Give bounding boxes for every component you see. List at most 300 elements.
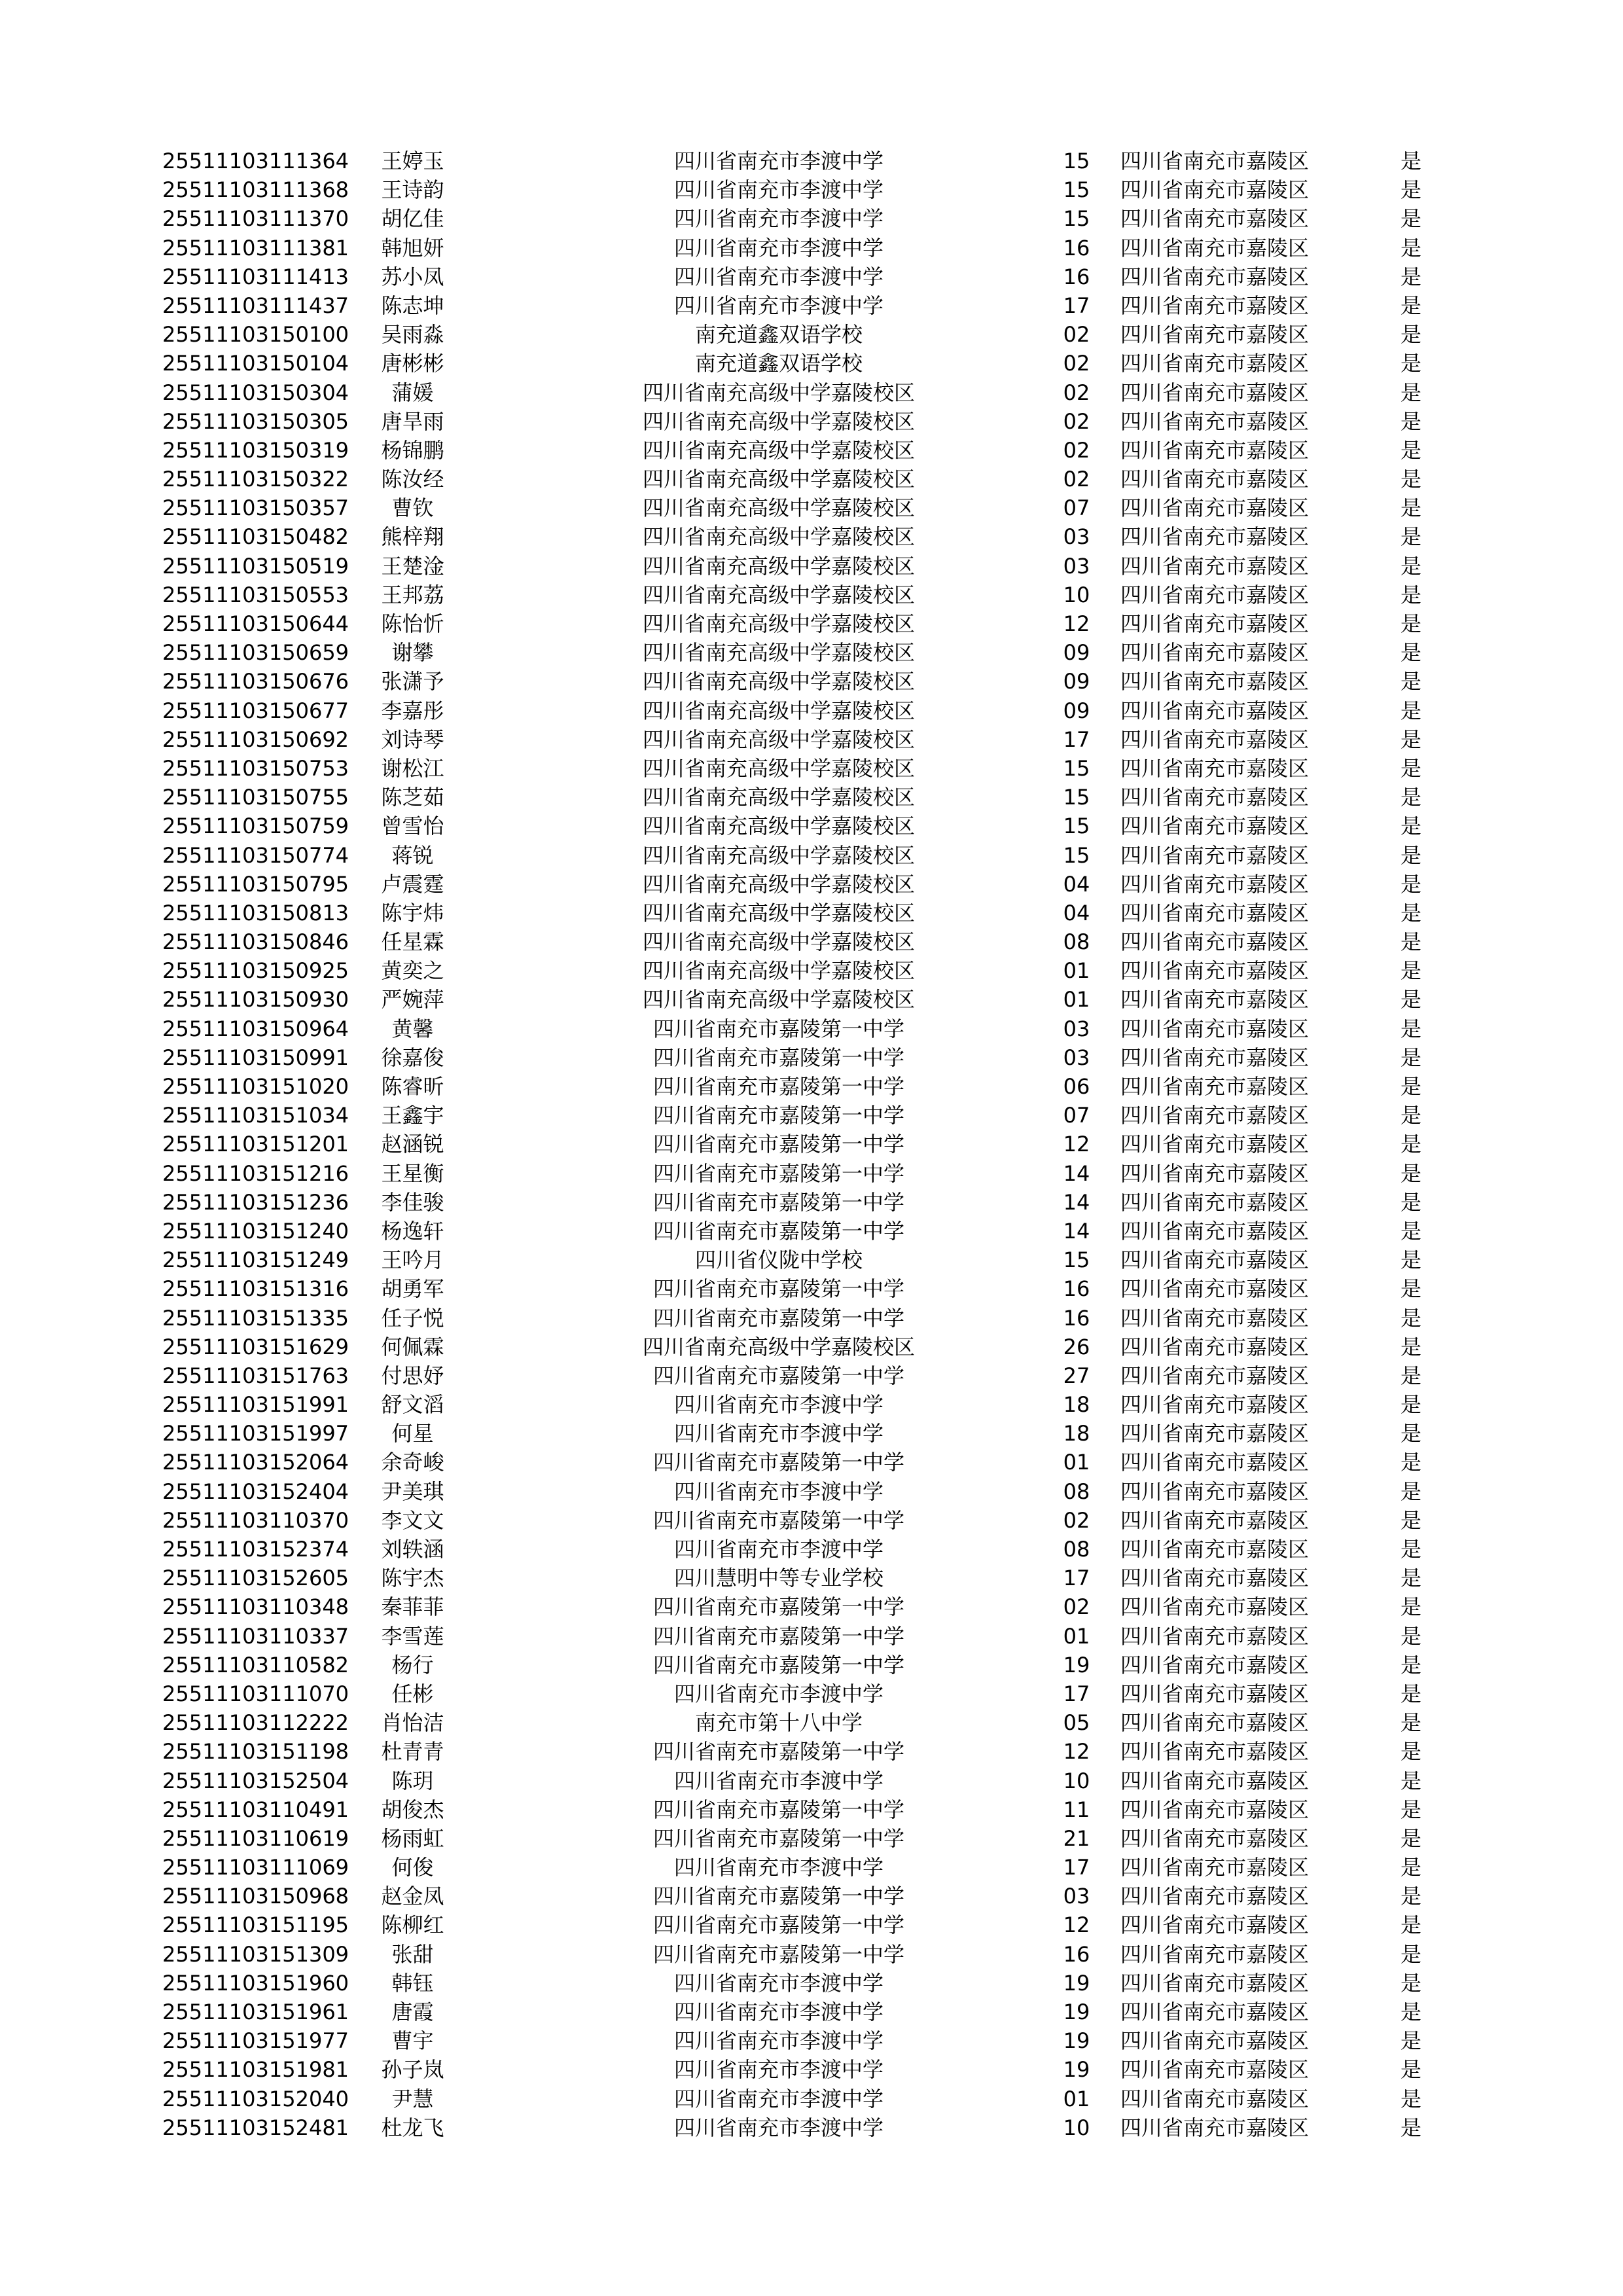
region-cell: 四川省南充市嘉陵区 [1120,1855,1310,1880]
student-name-cell: 任星霖 [381,929,444,955]
grade-cell: 06 [1063,1074,1090,1099]
student-id-cell: 25511103151991 [162,1392,349,1418]
student-name-cell: 赵涵锐 [381,1132,444,1157]
region-cell: 四川省南充市嘉陵区 [1120,177,1310,203]
student-name-cell: 李佳骏 [381,1189,444,1215]
student-id-cell: 25511103110582 [162,1652,349,1677]
school-cell: 四川省南充市嘉陵第一中学 [652,1884,904,1909]
region-cell: 四川省南充市嘉陵区 [1120,1247,1310,1273]
student-name-cell: 黄馨 [391,1016,434,1041]
student-id-cell: 25511103151961 [162,2000,349,2024]
region-cell: 四川省南充市嘉陵区 [1120,1797,1310,1822]
grade-cell: 03 [1063,524,1090,550]
school-cell: 四川省南充高级中学嘉陵校区 [642,900,915,925]
flag-cell: 是 [1400,380,1422,405]
flag-cell: 是 [1400,987,1422,1013]
table-row [0,1101,1623,1130]
region-cell: 四川省南充市嘉陵区 [1120,2115,1310,2140]
school-cell: 四川省南充市嘉陵第一中学 [652,1305,904,1331]
flag-cell: 是 [1400,2086,1422,2111]
grade-cell: 09 [1063,698,1090,723]
region-cell: 四川省南充市嘉陵区 [1120,1768,1310,1793]
table-row [0,1651,1623,1679]
region-cell: 四川省南充市嘉陵区 [1120,1421,1310,1446]
region-cell: 四川省南充市嘉陵区 [1120,842,1310,868]
region-cell: 四川省南充市嘉陵区 [1120,2086,1310,2111]
student-id-cell: 25511103152040 [162,2086,349,2111]
table-row [0,1072,1623,1101]
grade-cell: 02 [1063,467,1090,492]
student-name-cell: 何星 [391,1421,434,1446]
student-name-cell: 王诗韵 [381,177,444,203]
student-name-cell: 杨逸轩 [381,1218,444,1244]
table-row [0,493,1623,522]
region-cell: 四川省南充市嘉陵区 [1120,467,1310,492]
school-cell: 四川省南充市嘉陵第一中学 [652,1594,904,1620]
student-id-cell: 25511103150968 [162,1884,349,1909]
flag-cell: 是 [1400,437,1422,463]
grade-cell: 15 [1063,206,1090,232]
grade-cell: 14 [1063,1160,1090,1186]
school-cell: 四川省南充高级中学嘉陵校区 [642,929,915,955]
table-row [0,2113,1623,2142]
flag-cell: 是 [1400,1045,1422,1070]
student-id-cell: 25511103112222 [162,1710,349,1736]
school-cell: 四川省南充市嘉陵第一中学 [652,1652,904,1677]
student-name-cell: 唐旱雨 [381,408,444,434]
table-row [0,1333,1623,1361]
school-cell: 四川省南充市李渡中学 [673,235,883,260]
grade-cell: 08 [1063,929,1090,955]
region-cell: 四川省南充市嘉陵区 [1120,495,1310,521]
table-row [0,1390,1623,1419]
grade-cell: 14 [1063,1218,1090,1244]
region-cell: 四川省南充市嘉陵区 [1120,1652,1310,1677]
school-cell: 南充道鑫双语学校 [694,322,863,348]
school-cell: 四川省南充高级中学嘉陵校区 [642,524,915,550]
table-row [0,1535,1623,1564]
region-cell: 四川省南充市嘉陵区 [1120,1160,1310,1186]
student-name-cell: 任彬 [391,1681,434,1706]
region-cell: 四川省南充市嘉陵区 [1120,380,1310,405]
school-cell: 四川慧明中等专业学校 [673,1566,883,1591]
school-cell: 四川省南充市嘉陵第一中学 [652,1797,904,1822]
document-table [0,147,1623,2142]
flag-cell: 是 [1400,900,1422,925]
school-cell: 四川省南充高级中学嘉陵校区 [642,785,915,810]
school-cell: 四川省南充市嘉陵第一中学 [652,1016,904,1041]
student-id-cell: 25511103110348 [162,1594,349,1620]
student-id-cell: 25511103111070 [162,1681,349,1706]
student-id-cell: 25511103151240 [162,1218,349,1244]
student-id-cell: 25511103151034 [162,1103,349,1128]
flag-cell: 是 [1400,1912,1422,1938]
grade-cell: 01 [1063,958,1090,984]
grade-cell: 17 [1063,1566,1090,1591]
table-row [0,378,1623,407]
region-cell: 四川省南充市嘉陵区 [1120,1132,1310,1157]
region-cell: 四川省南充市嘉陵区 [1120,437,1310,463]
student-name-cell: 尹慧 [391,2086,434,2111]
table-row [0,1188,1623,1217]
grade-cell: 01 [1063,1623,1090,1649]
student-id-cell: 25511103151195 [162,1912,349,1938]
student-name-cell: 赵金凤 [381,1884,444,1909]
flag-cell: 是 [1400,1132,1422,1157]
table-row [0,841,1623,870]
student-name-cell: 张甜 [391,1941,434,1967]
student-name-cell: 韩旭妍 [381,235,444,260]
school-cell: 四川省南充高级中学嘉陵校区 [642,1334,915,1359]
student-name-cell: 陈宇杰 [381,1566,444,1591]
flag-cell: 是 [1400,322,1422,348]
table-row [0,1014,1623,1043]
region-cell: 四川省南充市嘉陵区 [1120,1566,1310,1591]
region-cell: 四川省南充市嘉陵区 [1120,1363,1310,1388]
table-row [0,1130,1623,1158]
table-row [0,1969,1623,1998]
grade-cell: 10 [1063,582,1090,607]
student-id-cell: 25511103152504 [162,1768,349,1793]
school-cell: 四川省南充市李渡中学 [673,2086,883,2111]
flag-cell: 是 [1400,206,1422,232]
student-name-cell: 卢震霆 [381,871,444,897]
flag-cell: 是 [1400,1652,1422,1677]
flag-cell: 是 [1400,1739,1422,1765]
region-cell: 四川省南充市嘉陵区 [1120,987,1310,1013]
flag-cell: 是 [1400,611,1422,636]
student-id-cell: 25511103150692 [162,726,349,752]
grade-cell: 09 [1063,640,1090,666]
region-cell: 四川省南充市嘉陵区 [1120,726,1310,752]
region-cell: 四川省南充市嘉陵区 [1120,1305,1310,1331]
school-cell: 四川省南充市嘉陵第一中学 [652,1450,904,1475]
region-cell: 四川省南充市嘉陵区 [1120,1912,1310,1938]
school-cell: 四川省南充市李渡中学 [673,2057,883,2083]
table-row [0,2026,1623,2055]
flag-cell: 是 [1400,582,1422,607]
flag-cell: 是 [1400,842,1422,868]
table-row [0,1998,1623,2026]
table-row [0,291,1623,320]
student-id-cell: 25511103150755 [162,785,349,810]
student-id-cell: 25511103150964 [162,1016,349,1041]
student-name-cell: 胡勇军 [381,1276,444,1302]
school-cell: 四川省南充高级中学嘉陵校区 [642,611,915,636]
student-name-cell: 陈怡忻 [381,611,444,636]
table-row [0,1795,1623,1824]
student-id-cell: 25511103150925 [162,958,349,984]
student-id-cell: 25511103152481 [162,2115,349,2140]
flag-cell: 是 [1400,640,1422,666]
table-row [0,609,1623,638]
student-name-cell: 曾雪怡 [381,814,444,839]
student-id-cell: 25511103150676 [162,669,349,694]
student-name-cell: 尹美琪 [381,1479,444,1504]
student-name-cell: 杜龙飞 [381,2115,444,2140]
student-id-cell: 25511103152605 [162,1566,349,1591]
student-id-cell: 25511103150305 [162,408,349,434]
grade-cell: 02 [1063,351,1090,376]
student-id-cell: 25511103151201 [162,1132,349,1157]
region-cell: 四川省南充市嘉陵区 [1120,900,1310,925]
school-cell: 四川省南充高级中学嘉陵校区 [642,871,915,897]
region-cell: 四川省南充市嘉陵区 [1120,755,1310,781]
flag-cell: 是 [1400,669,1422,694]
grade-cell: 16 [1063,264,1090,289]
student-name-cell: 吴雨淼 [381,322,444,348]
flag-cell: 是 [1400,1855,1422,1880]
school-cell: 四川省南充市李渡中学 [673,1392,883,1418]
student-id-cell: 25511103111381 [162,235,349,260]
table-row [0,2055,1623,2084]
student-id-cell: 25511103150482 [162,524,349,550]
region-cell: 四川省南充市嘉陵区 [1120,351,1310,376]
flag-cell: 是 [1400,1189,1422,1215]
table-row [0,812,1623,840]
grade-cell: 17 [1063,726,1090,752]
flag-cell: 是 [1400,2057,1422,2083]
flag-cell: 是 [1400,814,1422,839]
region-cell: 四川省南充市嘉陵区 [1120,235,1310,260]
region-cell: 四川省南充市嘉陵区 [1120,1825,1310,1851]
student-name-cell: 王婷玉 [381,149,444,173]
table-row [0,436,1623,465]
student-id-cell: 25511103150357 [162,495,349,521]
school-cell: 四川省南充高级中学嘉陵校区 [642,755,915,781]
table-row [0,783,1623,812]
grade-cell: 16 [1063,1276,1090,1302]
flag-cell: 是 [1400,1392,1422,1418]
region-cell: 四川省南充市嘉陵区 [1120,785,1310,810]
flag-cell: 是 [1400,1768,1422,1793]
student-name-cell: 陈柳红 [381,1912,444,1938]
flag-cell: 是 [1400,2000,1422,2024]
grade-cell: 16 [1063,235,1090,260]
student-id-cell: 25511103150795 [162,871,349,897]
school-cell: 四川省南充市李渡中学 [673,1537,883,1562]
table-row [0,175,1623,204]
flag-cell: 是 [1400,1623,1422,1649]
student-id-cell: 25511103152374 [162,1537,349,1562]
student-id-cell: 25511103151960 [162,1970,349,1996]
grade-cell: 02 [1063,437,1090,463]
flag-cell: 是 [1400,1103,1422,1128]
student-id-cell: 25511103151335 [162,1305,349,1331]
region-cell: 四川省南充市嘉陵区 [1120,1392,1310,1418]
student-id-cell: 25511103150753 [162,755,349,781]
flag-cell: 是 [1400,1074,1422,1099]
school-cell: 四川省南充市嘉陵第一中学 [652,1103,904,1128]
school-cell: 四川省南充市李渡中学 [673,2028,883,2054]
region-cell: 四川省南充市嘉陵区 [1120,871,1310,897]
grade-cell: 19 [1063,1652,1090,1677]
grade-cell: 04 [1063,900,1090,925]
school-cell: 四川省南充市李渡中学 [673,1479,883,1504]
table-row [0,1853,1623,1882]
school-cell: 四川省南充市嘉陵第一中学 [652,1160,904,1186]
region-cell: 四川省南充市嘉陵区 [1120,1045,1310,1070]
grade-cell: 09 [1063,669,1090,694]
flag-cell: 是 [1400,1276,1422,1302]
flag-cell: 是 [1400,1566,1422,1591]
grade-cell: 18 [1063,1421,1090,1446]
student-name-cell: 王鑫宇 [381,1103,444,1128]
school-cell: 四川省南充市嘉陵第一中学 [652,1132,904,1157]
table-row [0,1217,1623,1246]
student-name-cell: 孙子岚 [381,2057,444,2083]
region-cell: 四川省南充市嘉陵区 [1120,2057,1310,2083]
flag-cell: 是 [1400,1363,1422,1388]
region-cell: 四川省南充市嘉陵区 [1120,1884,1310,1909]
flag-cell: 是 [1400,726,1422,752]
flag-cell: 是 [1400,1884,1422,1909]
grade-cell: 17 [1063,1855,1090,1880]
grade-cell: 16 [1063,1305,1090,1331]
region-cell: 四川省南充市嘉陵区 [1120,1189,1310,1215]
student-id-cell: 25511103110370 [162,1507,349,1533]
table-row [0,204,1623,233]
student-name-cell: 陈汝经 [381,467,444,492]
student-id-cell: 25511103150100 [162,322,349,348]
grade-cell: 02 [1063,408,1090,434]
flag-cell: 是 [1400,1305,1422,1331]
student-name-cell: 韩钰 [391,1970,434,1996]
flag-cell: 是 [1400,149,1422,173]
grade-cell: 11 [1063,1797,1090,1822]
table-row [0,725,1623,754]
student-id-cell: 25511103111069 [162,1855,349,1880]
flag-cell: 是 [1400,1247,1422,1273]
school-cell: 四川省南充市李渡中学 [673,149,883,173]
school-cell: 四川省南充市嘉陵第一中学 [652,1074,904,1099]
student-id-cell: 25511103150304 [162,380,349,405]
student-id-cell: 25511103151249 [162,1247,349,1273]
school-cell: 四川省南充市李渡中学 [673,1855,883,1880]
school-cell: 四川省南充高级中学嘉陵校区 [642,958,915,984]
grade-cell: 02 [1063,322,1090,348]
student-id-cell: 25511103150813 [162,900,349,925]
region-cell: 四川省南充市嘉陵区 [1120,1941,1310,1967]
student-id-cell: 25511103150519 [162,553,349,579]
student-name-cell: 苏小凤 [381,264,444,289]
table-row [0,147,1623,175]
school-cell: 南充道鑫双语学校 [694,351,863,376]
table-row [0,1304,1623,1333]
region-cell: 四川省南充市嘉陵区 [1120,293,1310,318]
student-name-cell: 陈玥 [391,1768,434,1793]
school-cell: 四川省南充高级中学嘉陵校区 [642,380,915,405]
student-id-cell: 25511103151629 [162,1334,349,1359]
student-id-cell: 25511103150991 [162,1045,349,1070]
student-name-cell: 唐霞 [391,2000,434,2024]
student-name-cell: 何佩霖 [381,1334,444,1359]
region-cell: 四川省南充市嘉陵区 [1120,1103,1310,1128]
student-id-cell: 25511103152064 [162,1450,349,1475]
grade-cell: 03 [1063,1884,1090,1909]
table-row [0,696,1623,725]
grade-cell: 18 [1063,1392,1090,1418]
school-cell: 四川省南充高级中学嘉陵校区 [642,467,915,492]
student-id-cell: 25511103150759 [162,814,349,839]
school-cell: 四川省南充高级中学嘉陵校区 [642,640,915,666]
student-name-cell: 杨雨虹 [381,1825,444,1851]
table-row [0,754,1623,783]
flag-cell: 是 [1400,495,1422,521]
school-cell: 四川省南充高级中学嘉陵校区 [642,814,915,839]
table-row [0,899,1623,927]
region-cell: 四川省南充市嘉陵区 [1120,408,1310,434]
student-id-cell: 25511103150322 [162,467,349,492]
region-cell: 四川省南充市嘉陵区 [1120,1016,1310,1041]
student-id-cell: 25511103111368 [162,177,349,203]
table-row [0,1274,1623,1303]
grade-cell: 19 [1063,2057,1090,2083]
table-row [0,262,1623,291]
school-cell: 四川省南充市嘉陵第一中学 [652,1189,904,1215]
school-cell: 四川省南充市李渡中学 [673,2000,883,2024]
school-cell: 四川省南充市李渡中学 [673,293,883,318]
school-cell: 四川省南充高级中学嘉陵校区 [642,553,915,579]
student-name-cell: 杨行 [391,1652,434,1677]
grade-cell: 12 [1063,1912,1090,1938]
flag-cell: 是 [1400,1710,1422,1736]
grade-cell: 07 [1063,1103,1090,1128]
grade-cell: 01 [1063,1450,1090,1475]
region-cell: 四川省南充市嘉陵区 [1120,1681,1310,1706]
grade-cell: 19 [1063,2000,1090,2024]
school-cell: 四川省南充市嘉陵第一中学 [652,1045,904,1070]
region-cell: 四川省南充市嘉陵区 [1120,1334,1310,1359]
student-id-cell: 25511103151216 [162,1160,349,1186]
region-cell: 四川省南充市嘉陵区 [1120,1450,1310,1475]
school-cell: 四川省南充高级中学嘉陵校区 [642,842,915,868]
student-id-cell: 25511103151020 [162,1074,349,1099]
student-id-cell: 25511103110337 [162,1623,349,1649]
student-name-cell: 胡亿佳 [381,206,444,232]
region-cell: 四川省南充市嘉陵区 [1120,1537,1310,1562]
student-id-cell: 25511103111413 [162,264,349,289]
table-row [0,234,1623,262]
student-name-cell: 陈睿昕 [381,1074,444,1099]
table-row [0,1622,1623,1651]
student-name-cell: 刘诗琴 [381,726,444,752]
school-cell: 四川省南充高级中学嘉陵校区 [642,669,915,694]
flag-cell: 是 [1400,1160,1422,1186]
school-cell: 四川省南充市李渡中学 [673,1768,883,1793]
table-row [0,2085,1623,2113]
region-cell: 四川省南充市嘉陵区 [1120,1594,1310,1620]
table-row [0,870,1623,899]
flag-cell: 是 [1400,958,1422,984]
student-name-cell: 胡俊杰 [381,1797,444,1822]
student-name-cell: 余奇峻 [381,1450,444,1475]
grade-cell: 15 [1063,814,1090,839]
student-name-cell: 曹宇 [391,2028,434,2054]
student-id-cell: 25511103150774 [162,842,349,868]
table-row [0,349,1623,378]
table-row [0,1506,1623,1535]
student-id-cell: 25511103111437 [162,293,349,318]
table-row [0,927,1623,956]
student-id-cell: 25511103150644 [162,611,349,636]
student-name-cell: 陈志坤 [381,293,444,318]
flag-cell: 是 [1400,1537,1422,1562]
region-cell: 四川省南充市嘉陵区 [1120,1074,1310,1099]
region-cell: 四川省南充市嘉陵区 [1120,1623,1310,1649]
region-cell: 四川省南充市嘉陵区 [1120,322,1310,348]
flag-cell: 是 [1400,1218,1422,1244]
